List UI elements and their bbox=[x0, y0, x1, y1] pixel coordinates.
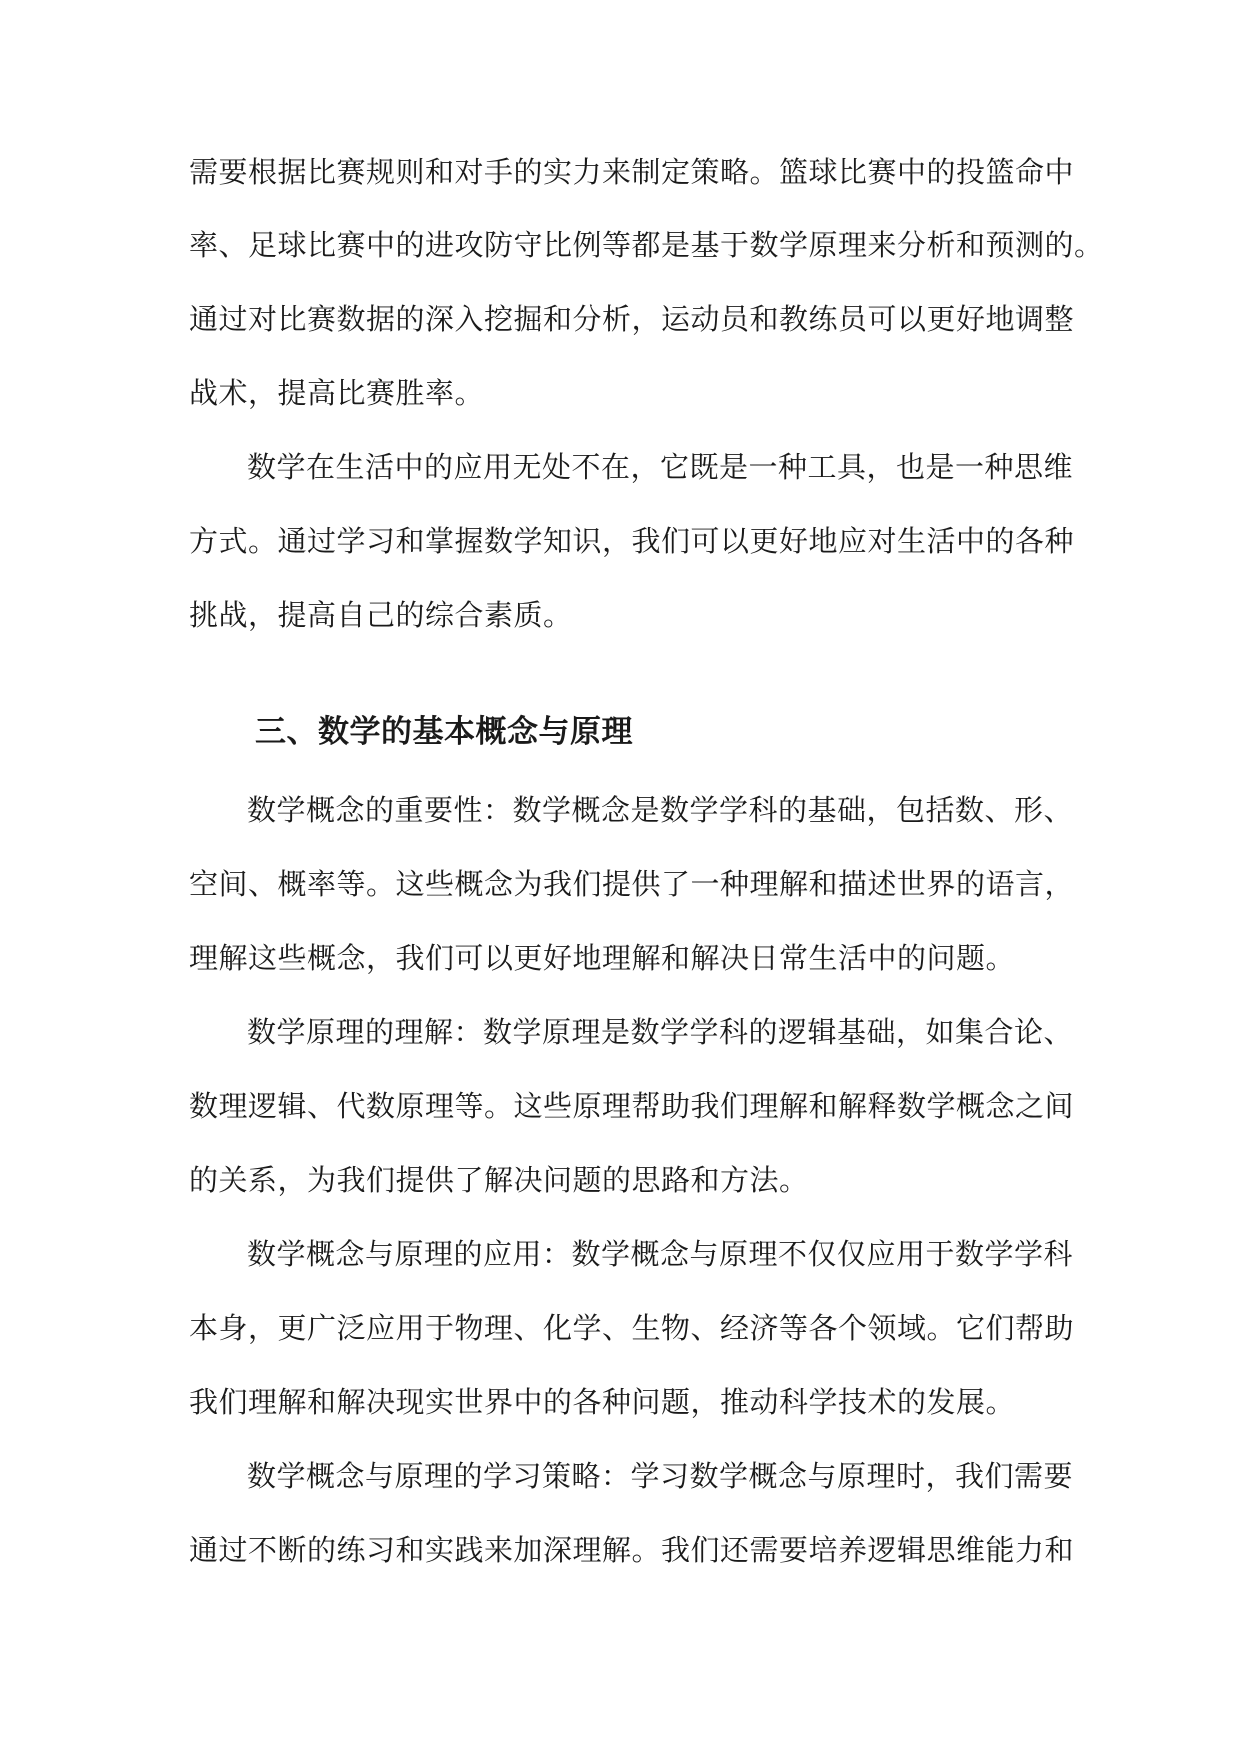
paragraph-6-line-2: 通过不断的练习和实践来加深理解。我们还需要培养逻辑思维能力和 bbox=[189, 1533, 1075, 1567]
paragraph-1-line-4: 战术，提高比赛胜率。 bbox=[189, 376, 485, 410]
paragraph-2-line-1: 数学在生活中的应用无处不在，它既是一种工具，也是一种思维 bbox=[247, 450, 1074, 484]
paragraph-3-line-3: 理解这些概念，我们可以更好地理解和解决日常生活中的问题。 bbox=[189, 941, 1016, 975]
paragraph-1-line-2: 率、足球比赛中的进攻防守比例等都是基于数学原理来分析和预测的。 bbox=[189, 228, 1104, 262]
paragraph-1-line-3: 通过对比赛数据的深入挖掘和分析，运动员和教练员可以更好地调整 bbox=[189, 302, 1075, 336]
paragraph-2-line-2: 方式。通过学习和掌握数学知识，我们可以更好地应对生活中的各种 bbox=[189, 524, 1075, 558]
paragraph-5-line-2: 本身，更广泛应用于物理、化学、生物、经济等各个领域。它们帮助 bbox=[189, 1311, 1075, 1345]
paragraph-4-line-1: 数学原理的理解：数学原理是数学学科的逻辑基础，如集合论、 bbox=[247, 1015, 1074, 1049]
paragraph-2-line-3: 挑战，提高自己的综合素质。 bbox=[189, 598, 573, 632]
paragraph-3-line-1: 数学概念的重要性：数学概念是数学学科的基础，包括数、形、 bbox=[247, 793, 1074, 827]
section-heading: 三、数学的基本概念与原理 bbox=[255, 714, 633, 750]
paragraph-5-line-1: 数学概念与原理的应用：数学概念与原理不仅仅应用于数学学科 bbox=[247, 1237, 1074, 1271]
paragraph-1-line-1: 需要根据比赛规则和对手的实力来制定策略。篮球比赛中的投篮命中 bbox=[189, 155, 1075, 189]
paragraph-4-line-3: 的关系，为我们提供了解决问题的思路和方法。 bbox=[189, 1163, 809, 1197]
paragraph-4-line-2: 数理逻辑、代数原理等。这些原理帮助我们理解和解释数学概念之间 bbox=[189, 1089, 1075, 1123]
paragraph-6-line-1: 数学概念与原理的学习策略：学习数学概念与原理时，我们需要 bbox=[247, 1459, 1074, 1493]
paragraph-3-line-2: 空间、概率等。这些概念为我们提供了一种理解和描述世界的语言， bbox=[189, 867, 1075, 901]
paragraph-5-line-3: 我们理解和解决现实世界中的各种问题，推动科学技术的发展。 bbox=[189, 1385, 1016, 1419]
